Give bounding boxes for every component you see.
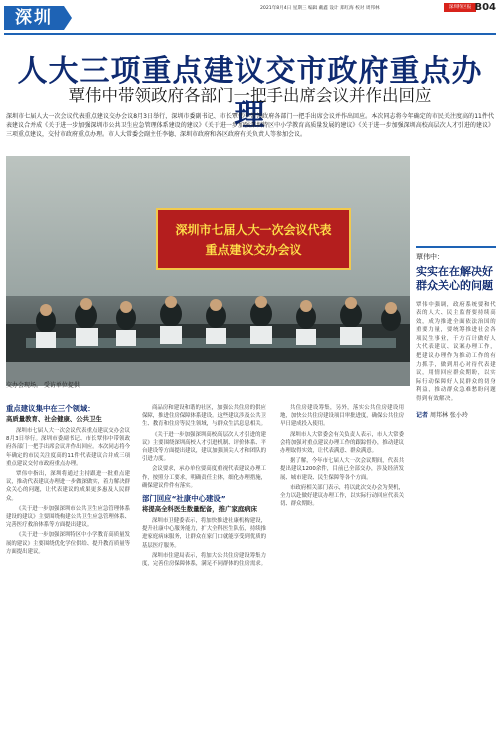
paragraph: 《关于进一步加强深圳市公共卫生应急管理体系建设的建议》主要围绕构建公共卫生应急管理体系、完善医疗救治体系等方面提出建议。: [6, 505, 130, 529]
paragraph: 深圳市住建局表示，将加大公共住房建设筹集力度，完善住房保障体系，满足不同群体的住房需求。: [142, 552, 266, 568]
article-column-2: [142, 404, 266, 570]
section-heading-2-line2: 将提高全科医生数量配备，推广家庭病床: [142, 505, 258, 514]
sidebar-title: 实实在在解决好群众关心的问题: [416, 264, 493, 292]
banner-line-1: 深圳市七届人大一次会议代表: [175, 223, 332, 237]
page-header: [0, 0, 500, 34]
section-heading-1-line2: 高质量教育、社会健康、公共卫生: [6, 415, 102, 423]
section-heading-1-line1: 重点建议集中在三个领域：: [6, 404, 95, 413]
sidebar-speaker: 覃伟中：: [416, 252, 444, 261]
photo-banner: [156, 208, 351, 270]
issue-meta: 2021年8月4日 星期三 编辑 戴鑫 设计 郑红海 校对 周邦林: [260, 6, 380, 11]
page-headline: 人大三项重点建议交市政府重点办理: [17, 54, 483, 133]
paragraph: 深圳市七届人大一次会议代表重点建议交办会议8月3日举行。深圳市委副书记、市长覃伟中带领政府各部门一把手出席会议并作出回应。本次同志将今年确定的市民关注度高的11件代表建议合并成三项重点建议交付市政府重点办理。: [6, 428, 130, 467]
sidebar-rule: [416, 246, 496, 248]
paragraph: 会议要求，承办单位要高度重视代表建议办理工作，按照分工要求，明确责任主体，细化办理措施，确保建议件件有落实。: [142, 466, 266, 489]
paragraph: 《关于进一步加强深圳高校高层次人才引进的建议》主要围绕深圳高校人才引进机制、评价体系、平台建设等方面提出建议，建议加强顶尖人才和团队的引进力度。: [142, 431, 266, 463]
section-heading-2-line1: 部门回应“社康中心建设”: [142, 494, 226, 504]
article-column-3: [280, 404, 404, 510]
sidebar-body: 覃伟中强调，政府系统要和代表的人大、民主监督要持续高效，成为推进全面依法治国的重要力量，要统筹推进社会各项民生事业，千方百计做好人大代表建议、议案办理工作，把建议办理作为推动工作的有力抓手，做到用心对待代表建议，用情回应群众期盼，以实际行动保障好人民群众的切身利益，推动群众急难愁盼问题得到有效解决。: [416, 301, 496, 403]
section-label: 深圳: [4, 6, 64, 30]
article-column-1: [6, 404, 130, 558]
paragraph: 覃伟中指出，深圳将通过主持跟进一批重点建议，推动代表建议办理进一步做深做实，着力解决群众关心的问题，让代表建议的成果更多惠及人民群众。: [6, 471, 130, 502]
paragraph: 深圳市人大常委会有关负责人表示，市人大常委会将加强对重点建议办理工作的跟踪督办，推动建议办理取得实效，让代表满意、群众满意。: [280, 431, 404, 455]
section-heading-1: [6, 404, 130, 424]
sidebar-commentary: [416, 246, 496, 419]
paragraph: 深圳市卫健委表示，将加快推进社康机构建设，提升社康中心服务能力，扩大全科医生队伍，持续推进家庭病床服务，让群众在家门口就能享受到优质的基层医疗服务。: [142, 518, 266, 549]
paragraph: 市政府相关部门表示，将以此次交办会为契机，全力以赴做好建议办理工作，以实际行动回应代表关切、群众期盼。: [280, 484, 404, 508]
section-heading-2: [142, 494, 266, 514]
banner-line-2: 重点建议交办会议: [205, 243, 302, 257]
page-subhead: 覃伟中带领政府各部门一把手出席会议并作出回应: [68, 86, 432, 105]
brand-badge: 深圳特区报: [444, 3, 476, 12]
header-rule: [4, 33, 496, 35]
sidebar-author: [416, 410, 496, 419]
lead-paragraph: 深圳市七届人大一次会议代表重点建议交办会议8月3日举行，深圳市委副书记、市长覃伟中带领政府各部门一把手出席会议并作出回应。本次同志将今年确定的市民关注度高的11件代表建议合并成《关于进一步加强深圳市公共卫生应急管理体系建设的建议》《关于进一步加强深圳特区中小学教育高质量发展的建议》《关于进一步加强深圳高校高层次人才引进的建议》三项重点建议，交付市政府重点办理。市人大常委会副主任李德、深圳市政府和各区政府有关负责人等参加会议。: [6, 113, 494, 138]
author-label: 记者: [416, 411, 429, 419]
paragraph: 商品房和建设和谐的社区，加强公共住房的供应保障，推进住房保障体系建设。这些建议涉及公共卫生、教育和住房等民生领域，与群众生活息息相关。: [142, 405, 266, 428]
paragraph: 《关于进一步加强深圳特区中小学教育高质量发展的建议》主要围绕优化学位供给、提升教育质量等方面提出建议。: [6, 532, 130, 555]
paragraph: 据了解，今年市七届人大一次会议期间，代表共提出建议1200余件，目前已全部交办，涉及经济发展、城市建设、民生保障等各个方面。: [280, 458, 404, 481]
photo-attendees: [6, 276, 410, 386]
paragraph: 共住房建设筹集，另外，落实公共住房建设用地，加快公共住房建设项目审批进度，确保公共住房早日建成投入使用。: [280, 405, 404, 428]
page-number: B04: [474, 2, 496, 13]
meeting-photo: [6, 156, 410, 386]
photo-caption: 交办会现场。 受访单位提供: [6, 382, 80, 389]
author-names: 周邦林 张小玲: [429, 411, 468, 419]
